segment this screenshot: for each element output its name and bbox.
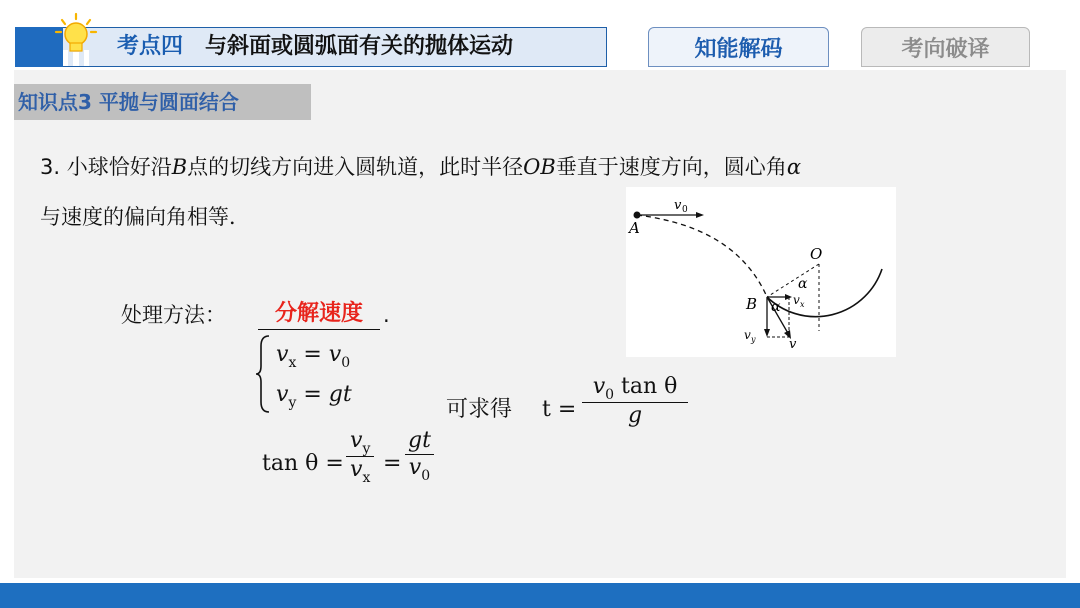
- trajectory-curve: [637, 215, 767, 297]
- tab-knowledge-decode[interactable]: 知能解码: [648, 27, 829, 67]
- label-v0: v: [674, 198, 682, 213]
- alpha-symbol: α: [786, 155, 801, 179]
- solve-num-sub: 0: [605, 387, 615, 403]
- solve-num: v: [592, 374, 606, 399]
- equals-sign: =: [383, 451, 402, 476]
- vy-v: v: [276, 382, 289, 407]
- label-a: A: [629, 219, 640, 237]
- vx-sub: x: [288, 355, 297, 371]
- lightbulb-icon: [54, 12, 98, 68]
- frac2-den: v: [408, 455, 422, 480]
- frac1-num-sub: y: [362, 441, 371, 457]
- vy-sub: y: [288, 395, 297, 411]
- radius-ob-symbol: OB: [523, 155, 556, 179]
- tan-theta-lhs: tan θ =: [262, 451, 344, 476]
- text-segment: 垂直于速度方向，圆心角: [555, 155, 787, 179]
- label-vy-sub: y: [751, 335, 756, 344]
- text-segment: 3. 小球恰好沿: [40, 155, 172, 179]
- label-b: B: [746, 295, 758, 313]
- solve-label: 可求得: [446, 397, 513, 422]
- label-o: O: [810, 245, 823, 263]
- label-v0-sub: 0: [682, 205, 688, 215]
- label-vx-sub: x: [800, 300, 805, 309]
- frac1-num: v: [350, 428, 363, 453]
- label-vx: v: [793, 293, 800, 307]
- label-alpha-bottom: α: [771, 299, 781, 315]
- point-b-symbol: B: [171, 155, 188, 179]
- vx-rhs-sub: 0: [341, 355, 351, 371]
- label-v: v: [789, 337, 797, 352]
- knowledge-point-label: 知识点3 平抛与圆面结合: [14, 84, 311, 120]
- paragraph-line-1: [40, 153, 801, 181]
- solve-den: g: [628, 403, 643, 428]
- fraction-time-result: [582, 374, 688, 429]
- frac1-den: v: [350, 457, 363, 482]
- brace-symbol: [255, 334, 271, 414]
- method-answer: 分解速度: [258, 299, 380, 330]
- vy-rhs: = gt: [296, 382, 352, 407]
- equation-vy: [276, 382, 352, 410]
- topic-key: 考点四: [117, 34, 184, 59]
- vx-v: v: [276, 342, 289, 367]
- method-label: 处理方法：: [121, 303, 226, 327]
- topic-title: 与斜面或圆弧面有关的抛体运动: [205, 34, 514, 59]
- frac2-den-sub: 0: [421, 468, 431, 484]
- projectile-diagram: [626, 187, 896, 357]
- velocity-vy-head: [764, 329, 770, 337]
- equation-vx: [276, 342, 350, 370]
- frac1-den-sub: x: [362, 470, 371, 486]
- fraction-gt-over-v0: [404, 428, 435, 483]
- t-lhs: t =: [542, 397, 577, 422]
- solve-num-rest: tan θ: [614, 374, 678, 399]
- bottom-bar: [0, 583, 1080, 608]
- circular-track: [767, 269, 882, 317]
- fraction-vy-over-vx: [346, 428, 374, 485]
- tab-exam-direction[interactable]: 考向破译: [861, 27, 1030, 67]
- frac2-num: gt: [408, 428, 431, 453]
- method-period: .: [383, 303, 390, 327]
- label-alpha-top: α: [798, 276, 808, 292]
- text-segment: 点的切线方向进入圆轨道，此时半径: [187, 155, 524, 179]
- v0-arrowhead: [696, 212, 704, 218]
- vx-rhs: = v: [296, 342, 342, 367]
- label-vy: v: [744, 328, 751, 342]
- paragraph-line-2: 与速度的偏向角相等．: [40, 205, 250, 229]
